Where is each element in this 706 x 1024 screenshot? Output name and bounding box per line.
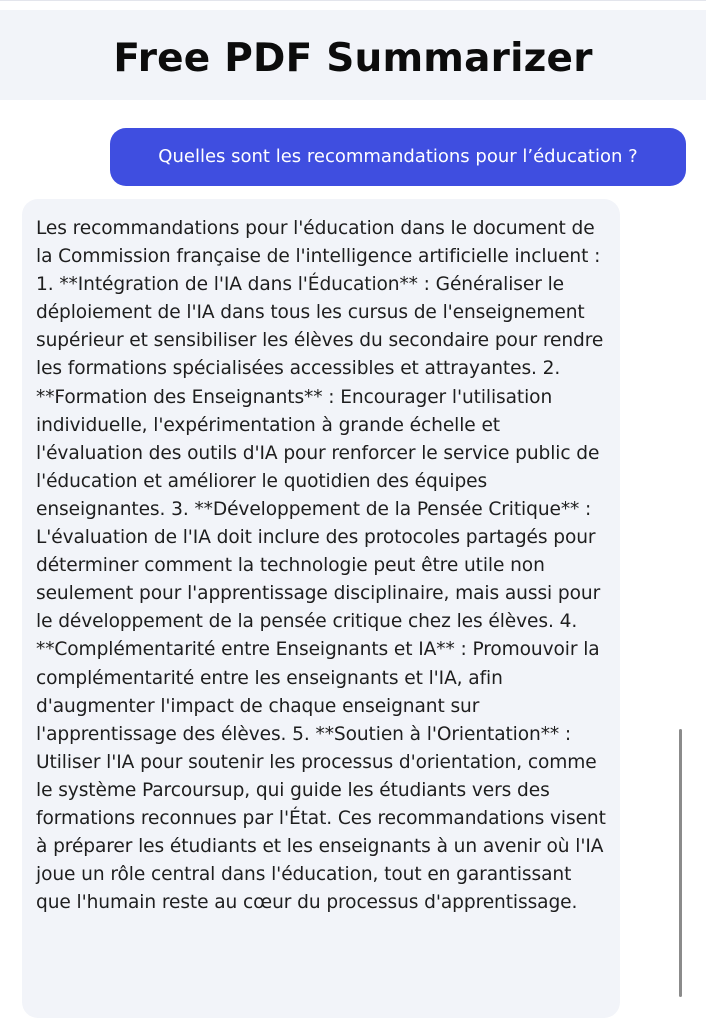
user-message-text: Quelles sont les recommandations pour l’éducation ?: [158, 146, 638, 167]
top-divider: [0, 0, 706, 1]
assistant-message-text: Les recommandations pour l'éducation dans le document de la Commission française de l'intelligence artificielle incluent : 1. **Intégration de l'IA dans l'Éducation** : Généraliser le déploiement de l'IA dans tous les cursus de l'enseignement supérieur et sensibiliser les élèves du secondaire pour rendre les formations spécialisées accessibles et attrayantes. 2. **Formation des Enseignants** : Encourager l'utilisation individuelle, l'expérimentation à grande échelle et l'évaluation des outils d'IA pour renforcer le service public de l'éducation et améliorer le quotidien des équipes enseignantes. 3. **Développement de la Pensée Critique** : L'évaluation de l'IA doit inclure des protocoles partagés pour déterminer comment la technologie peut être utile non seulement pour l'apprentissage disciplinaire, mais aussi pour le développement de la pensée critique chez les élèves. 4. **Complémentarité entre Enseignants et IA** : Promouvoir la complémentarité entre les enseignants et l'IA, afin d'augmenter l'impact de chaque enseignant sur l'apprentissage des élèves. 5. **Soutien à l'Orientation** : Utiliser l'IA pour soutenir les processus d'orientation, comme le système Parcoursup, qui guide les étudiants vers des formations reconnues par l'État. Ces recommandations visent à préparer les étudiants et les enseignants à un avenir où l'IA joue un rôle central dans l'éducation, tout en garantissant que l'humain reste au cœur du processus d'apprentissage.: [36, 218, 606, 914]
user-message-bubble: [110, 128, 686, 186]
scrollbar[interactable]: [679, 729, 682, 997]
page-title: Free PDF Summarizer: [113, 36, 593, 81]
assistant-message-bubble: [22, 199, 620, 1018]
app-header: [0, 10, 706, 100]
